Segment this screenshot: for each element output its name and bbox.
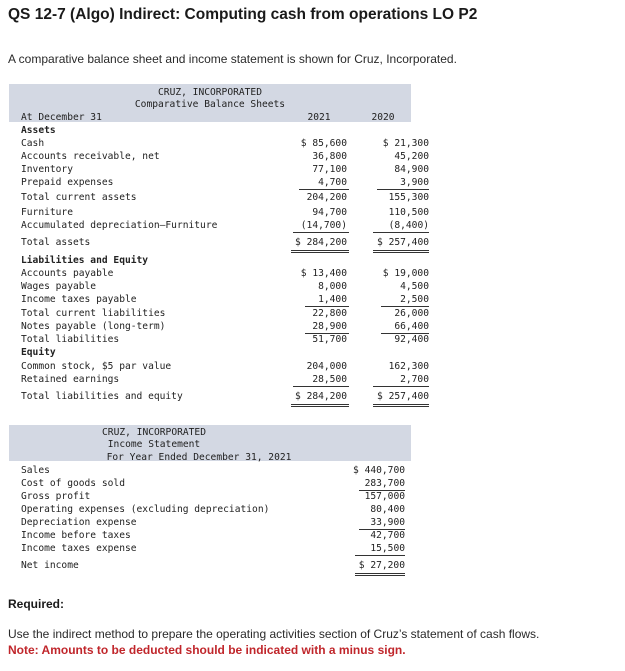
is-row-value: 15,500 [370,543,405,554]
is-row-label: Gross profit [21,491,91,502]
bs-company: CRUZ, INCORPORATED [158,87,262,98]
is-row-value: $ 27,200 [358,560,405,571]
bs-row-label: Cash [21,138,45,149]
note-text: Note: Amounts to be deducted should be indicated with a minus sign. [8,643,406,657]
is-period: For Year Ended December 31, 2021 [106,452,292,463]
bs-row-value-2020: $ 257,400 [377,237,429,248]
bs-row-label: Total liabilities [21,334,120,345]
underline [373,386,429,387]
is-row-value: 33,900 [370,517,405,528]
bs-title: Comparative Balance Sheets [134,99,286,110]
instruction-text: Use the indirect method to prepare the operating activities section of Cruz’s statement of cash flows. [8,627,540,641]
bs-row-value-2020: 4,500 [400,281,429,292]
is-row-label: Cost of goods sold [21,478,125,489]
bs-row-value-2020: 162,300 [388,361,429,372]
bs-row-value-2020: $ 21,300 [382,138,429,149]
bs-row-value-2020: 45,200 [394,151,429,162]
bs-row-value-2021: 1,400 [318,294,347,305]
is-row-value: $ 440,700 [353,465,405,476]
underline [355,555,405,556]
bs-row-label: Total assets [21,237,91,248]
bs-year-2020: 2020 [371,112,395,123]
underline [373,232,429,233]
bs-row-value-2021: 8,000 [318,281,347,292]
bs-row-label: Total current assets [21,192,137,203]
bs-row-label: Inventory [21,164,73,175]
bs-row-value-2021: 204,200 [306,192,347,203]
bs-row-label: Income taxes payable [21,294,137,305]
bs-row-label: Total current liabilities [21,308,166,319]
is-row-value: 283,700 [364,478,405,489]
bs-row-value-2021: $ 85,600 [300,138,347,149]
is-row-value: 157,000 [364,491,405,502]
bs-row-value-2020: 26,000 [394,308,429,319]
bs-row-label: Notes payable (long-term) [21,321,166,332]
bs-row-value-2021: 51,700 [312,334,347,345]
bs-row-value-2021: 94,700 [312,207,347,218]
bs-row-value-2021: 4,700 [318,177,347,188]
is-row-value: 80,400 [370,504,405,515]
underline [293,386,349,387]
is-row-label: Net income [21,560,79,571]
is-title: Income Statement [107,439,201,450]
bs-row-value-2020: 155,300 [388,192,429,203]
bs-row-label: Assets [21,125,56,136]
bs-row-label: Furniture [21,207,73,218]
bs-row-value-2020: 66,400 [394,321,429,332]
bs-row-value-2021: 77,100 [312,164,347,175]
is-company: CRUZ, INCORPORATED [102,427,206,438]
bs-row-label: Equity [21,347,56,358]
bs-row-value-2021: 22,800 [312,308,347,319]
bs-row-value-2021: $ 284,200 [295,391,347,402]
bs-row-value-2020: $ 257,400 [377,391,429,402]
bs-row-label: Prepaid expenses [21,177,114,188]
underline [293,232,349,233]
bs-row-label: Common stock, $5 par value [21,361,172,372]
double-underline [291,404,349,407]
underline [305,306,349,307]
bs-row-label: Accounts payable [21,268,114,279]
page-title: QS 12-7 (Algo) Indirect: Computing cash from operations LO P2 [8,6,478,23]
bs-row-label: Liabilities and Equity [21,255,149,266]
balance-sheet-table [9,84,429,414]
bs-row-value-2021: 204,000 [306,361,347,372]
is-row-value: 42,700 [370,530,405,541]
bs-row-value-2020: 110,500 [388,207,429,218]
bs-row-value-2021: 28,500 [312,374,347,385]
bs-row-value-2021: 28,900 [312,321,347,332]
bs-row-value-2021: 36,800 [312,151,347,162]
bs-row-value-2021: $ 284,200 [295,237,347,248]
bs-row-value-2020: 2,500 [400,294,429,305]
bs-year-2021: 2021 [307,112,331,123]
bs-row-value-2020: 2,700 [400,374,429,385]
double-underline [355,573,405,576]
underline [377,189,429,190]
underline [299,189,349,190]
double-underline [373,250,429,253]
bs-row-label: Wages payable [21,281,97,292]
bs-row-value-2021: (14,700) [300,220,347,231]
bs-row-value-2020: 92,400 [394,334,429,345]
bs-row-label: Accounts receivable, net [21,151,160,162]
is-row-label: Operating expenses (excluding depreciation) [21,504,270,515]
is-row-label: Depreciation expense [21,517,137,528]
bs-row-value-2020: $ 19,000 [382,268,429,279]
is-row-label: Sales [21,465,50,476]
intro-text: A comparative balance sheet and income statement is shown for Cruz, Incorporated. [8,52,457,66]
bs-row-label: Total liabilities and equity [21,391,183,402]
double-underline [291,250,349,253]
is-row-label: Income taxes expense [21,543,137,554]
bs-row-label: Accumulated depreciation—Furniture [21,220,218,231]
double-underline [373,404,429,407]
bs-row-value-2020: (8,400) [388,220,429,231]
bs-row-value-2020: 84,900 [394,164,429,175]
is-row-label: Income before taxes [21,530,131,541]
bs-row-value-2021: $ 13,400 [300,268,347,279]
underline [381,306,429,307]
income-statement-table [9,425,411,577]
bs-row-value-2020: 3,900 [400,177,429,188]
bs-date-label: At December 31 [21,112,102,123]
required-heading: Required: [8,597,65,611]
bs-row-label: Retained earnings [21,374,120,385]
